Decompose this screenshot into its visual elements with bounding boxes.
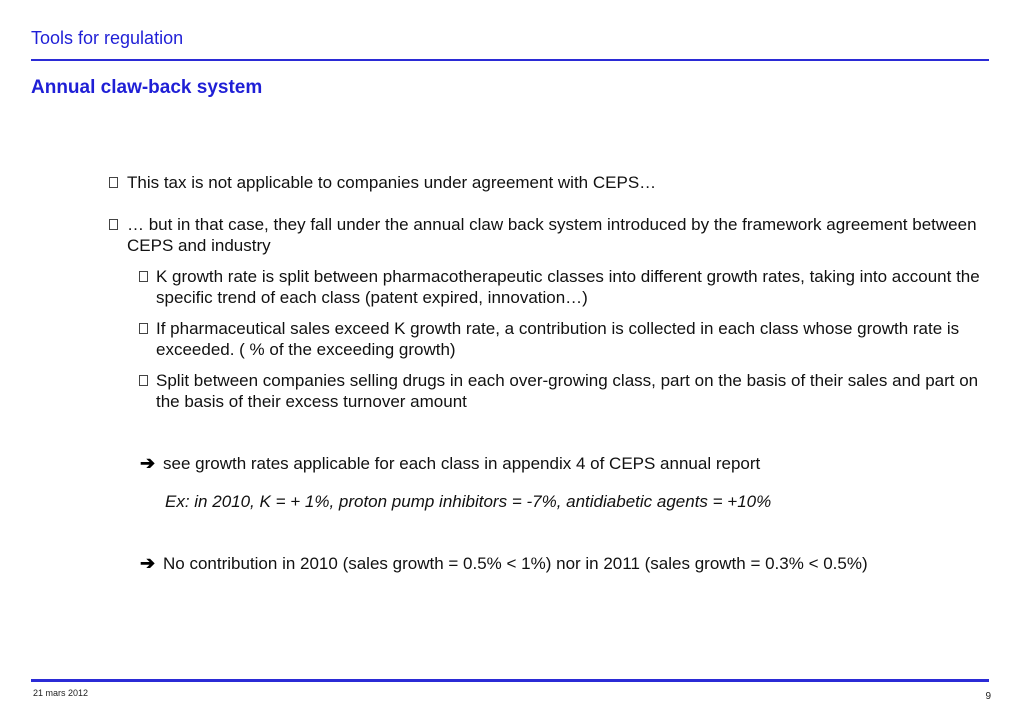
sub-bullet-item <box>139 370 989 412</box>
arrow-note-text: see growth rates applicable for each class in appendix 4 of CEPS annual report <box>163 454 761 473</box>
arrow-note <box>140 453 989 474</box>
footer-date: 21 mars 2012 <box>33 688 89 698</box>
sub-bullet-item <box>139 318 989 360</box>
example-text: Ex: in 2010, K = + 1%, proton pump inhibitors = -7%, antidiabetic agents = +10% <box>165 492 772 511</box>
bullet-box-icon <box>109 177 118 188</box>
bullet-box-icon <box>139 375 148 386</box>
sub-bullet-text: Split between companies selling drugs in each over-growing class, part on the basis of their sales and part on the basis of their excess turnover amount <box>156 371 979 411</box>
arrow-note <box>140 553 989 574</box>
bullet-text: This tax is not applicable to companies under agreement with CEPS… <box>127 173 657 192</box>
bullet-item <box>109 172 989 193</box>
right-arrow-icon: ➔ <box>140 453 156 473</box>
bullet-text: … but in that case, they fall under the annual claw back system introduced by the framework agreement between CEPS and industry <box>127 215 977 255</box>
bullet-box-icon <box>139 323 148 334</box>
arrow-note-text: No contribution in 2010 (sales growth = 0.5% < 1%) nor in 2011 (sales growth = 0.3% < 0.5%) <box>163 554 868 573</box>
bullet-item <box>109 214 989 256</box>
header-divider <box>31 59 989 61</box>
sub-bullet-text: K growth rate is split between pharmacotherapeutic classes into different growth rates, taking into account the specific trend of each class (patent expired, innovation…) <box>156 267 980 307</box>
sub-bullet-text: If pharmaceutical sales exceed K growth rate, a contribution is collected in each class whose growth rate is exceeded. ( % of the exceeding growth) <box>156 319 960 359</box>
section-title: Tools for regulation <box>31 28 184 48</box>
footer-divider <box>31 679 989 682</box>
right-arrow-icon: ➔ <box>140 553 156 573</box>
bullet-box-icon <box>139 271 148 282</box>
slide-content <box>109 172 989 591</box>
slide-title: Annual claw-back system <box>31 77 263 98</box>
sub-bullet-item <box>139 266 989 308</box>
bullet-box-icon <box>109 219 118 230</box>
page-number: 9 <box>985 691 991 702</box>
